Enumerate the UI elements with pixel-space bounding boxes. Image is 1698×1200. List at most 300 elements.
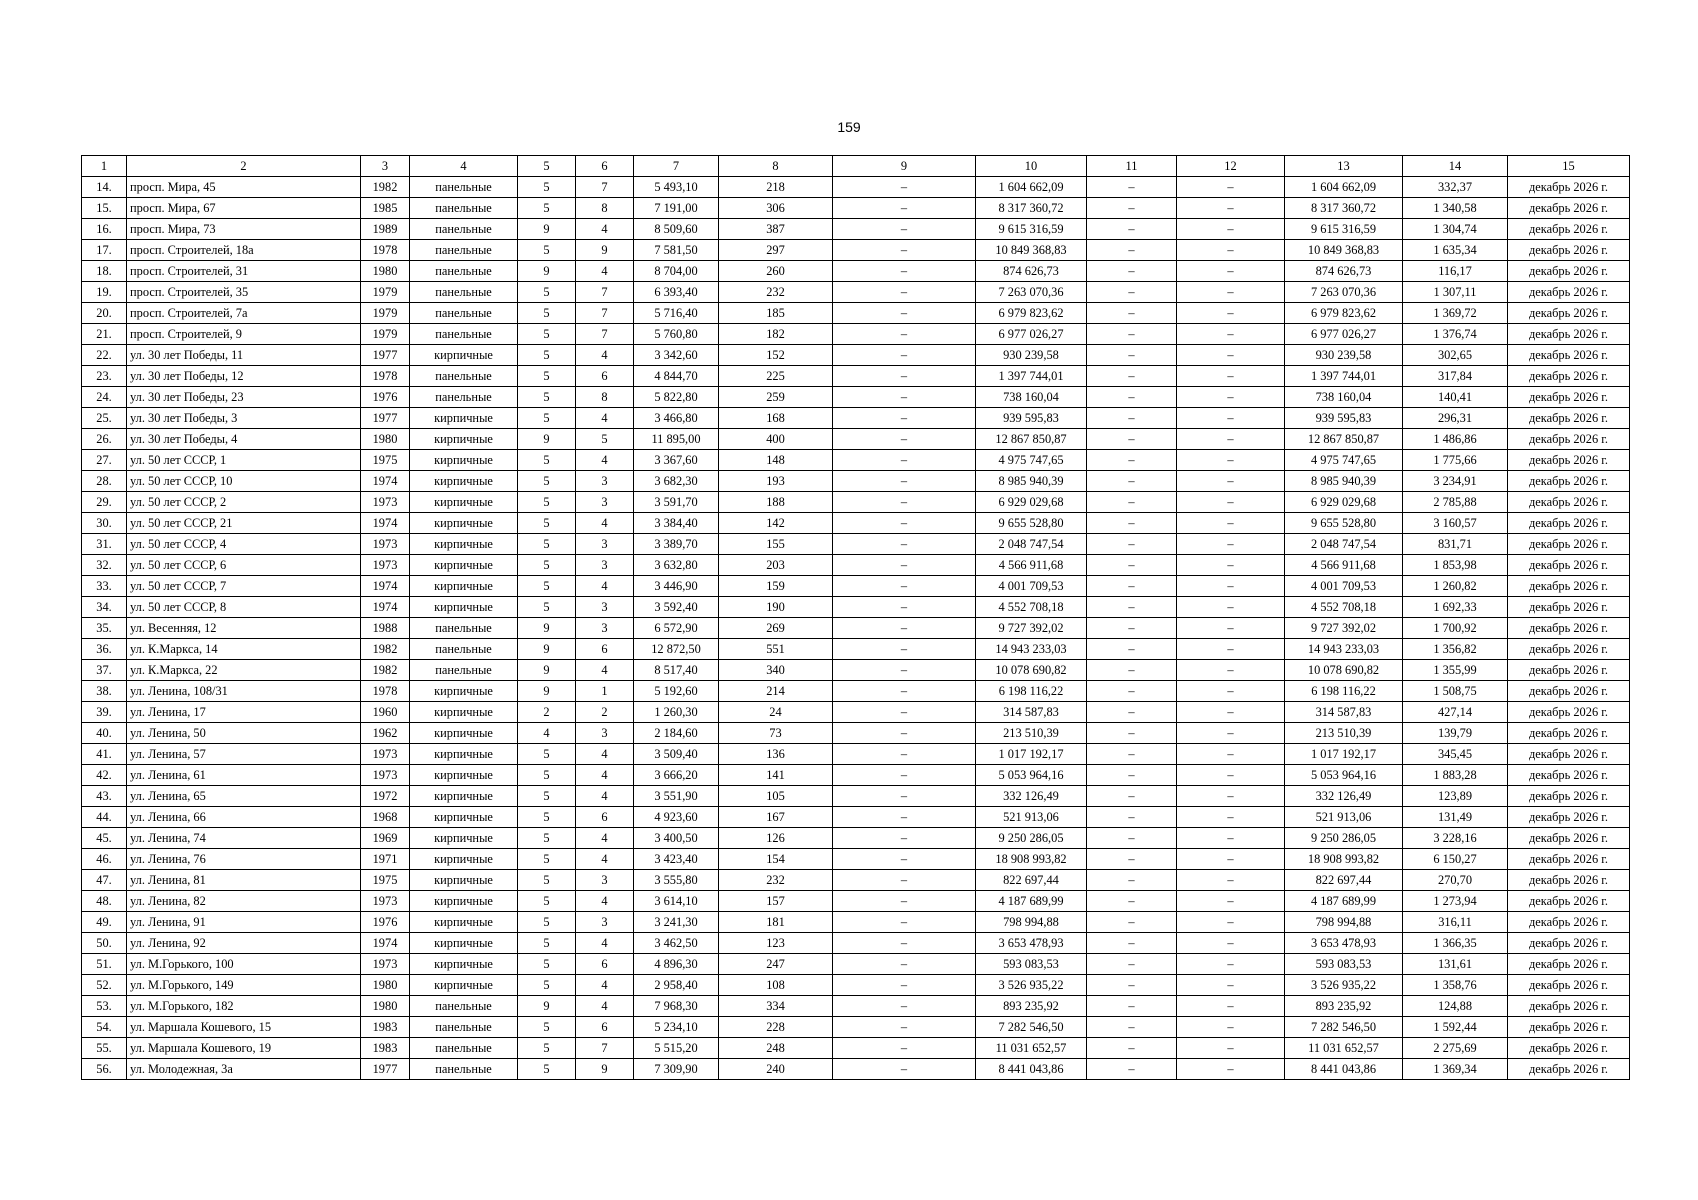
column-number-row (82, 156, 1630, 177)
cost-col-13-cell: 822 697,44 (1285, 870, 1403, 891)
total-cost-cell: 6 198 116,22 (976, 681, 1087, 702)
total-area-cell: 1 260,30 (634, 702, 719, 723)
floors-cell: 5 (518, 975, 576, 996)
completion-date-cell: декабрь 2026 г. (1508, 660, 1630, 681)
completion-date-cell: декабрь 2026 г. (1508, 198, 1630, 219)
wall-material-cell: кирпичные (410, 828, 518, 849)
row-number-cell: 55. (82, 1038, 127, 1059)
unit-cost-cell: 140,41 (1403, 387, 1508, 408)
cost-col-12-cell: – (1177, 954, 1285, 975)
completion-date-cell: декабрь 2026 г. (1508, 975, 1630, 996)
table-row (82, 744, 1630, 765)
column-header: 6 (576, 156, 634, 177)
address-cell: ул. 30 лет Победы, 3 (127, 408, 361, 429)
completion-date-cell: декабрь 2026 г. (1508, 450, 1630, 471)
cost-col-13-cell: 874 626,73 (1285, 261, 1403, 282)
floors-cell: 5 (518, 177, 576, 198)
cost-col-11-cell: – (1087, 597, 1177, 618)
cost-col-11-cell: – (1087, 471, 1177, 492)
floors-cell: 5 (518, 954, 576, 975)
floors-cell: 5 (518, 471, 576, 492)
year-built-cell: 1977 (361, 345, 410, 366)
residents-cell: 218 (719, 177, 833, 198)
floors-cell: 9 (518, 429, 576, 450)
completion-date-cell: декабрь 2026 г. (1508, 555, 1630, 576)
row-number-cell: 17. (82, 240, 127, 261)
floors-cell: 5 (518, 891, 576, 912)
completion-date-cell: декабрь 2026 г. (1508, 261, 1630, 282)
table-row (82, 912, 1630, 933)
entrances-cell: 4 (576, 513, 634, 534)
floors-cell: 5 (518, 366, 576, 387)
residents-cell: 232 (719, 870, 833, 891)
floors-cell: 5 (518, 912, 576, 933)
total-cost-cell: 9 727 392,02 (976, 618, 1087, 639)
cost-col-11-cell: – (1087, 849, 1177, 870)
floors-cell: 5 (518, 765, 576, 786)
unit-cost-cell: 1 376,74 (1403, 324, 1508, 345)
year-built-cell: 1973 (361, 765, 410, 786)
year-built-cell: 1979 (361, 282, 410, 303)
residents-cell: 123 (719, 933, 833, 954)
address-cell: ул. Ленина, 92 (127, 933, 361, 954)
cost-col-11-cell: – (1087, 240, 1177, 261)
residents-cell: 154 (719, 849, 833, 870)
year-built-cell: 1969 (361, 828, 410, 849)
cost-col-9-cell: – (833, 996, 976, 1017)
residents-cell: 551 (719, 639, 833, 660)
cost-col-11-cell: – (1087, 996, 1177, 1017)
address-cell: ул. 30 лет Победы, 4 (127, 429, 361, 450)
cost-col-11-cell: – (1087, 1017, 1177, 1038)
entrances-cell: 2 (576, 702, 634, 723)
residents-cell: 193 (719, 471, 833, 492)
cost-col-13-cell: 10 849 368,83 (1285, 240, 1403, 261)
floors-cell: 5 (518, 513, 576, 534)
entrances-cell: 4 (576, 828, 634, 849)
unit-cost-cell: 1 366,35 (1403, 933, 1508, 954)
total-area-cell: 8 704,00 (634, 261, 719, 282)
column-header: 15 (1508, 156, 1630, 177)
total-area-cell: 7 309,90 (634, 1059, 719, 1080)
floors-cell: 5 (518, 282, 576, 303)
residents-cell: 152 (719, 345, 833, 366)
table-row (82, 534, 1630, 555)
cost-col-9-cell: – (833, 450, 976, 471)
cost-col-9-cell: – (833, 492, 976, 513)
floors-cell: 5 (518, 408, 576, 429)
cost-col-11-cell: – (1087, 387, 1177, 408)
cost-col-13-cell: 1 397 744,01 (1285, 366, 1403, 387)
floors-cell: 9 (518, 681, 576, 702)
wall-material-cell: панельные (410, 618, 518, 639)
table-row (82, 282, 1630, 303)
wall-material-cell: кирпичные (410, 807, 518, 828)
total-cost-cell: 893 235,92 (976, 996, 1087, 1017)
floors-cell: 4 (518, 723, 576, 744)
cost-col-13-cell: 9 615 316,59 (1285, 219, 1403, 240)
total-cost-cell: 4 552 708,18 (976, 597, 1087, 618)
floors-cell: 5 (518, 849, 576, 870)
residents-cell: 259 (719, 387, 833, 408)
unit-cost-cell: 831,71 (1403, 534, 1508, 555)
row-number-cell: 48. (82, 891, 127, 912)
cost-col-13-cell: 213 510,39 (1285, 723, 1403, 744)
total-cost-cell: 10 849 368,83 (976, 240, 1087, 261)
entrances-cell: 4 (576, 849, 634, 870)
total-cost-cell: 6 977 026,27 (976, 324, 1087, 345)
residents-cell: 306 (719, 198, 833, 219)
wall-material-cell: кирпичные (410, 891, 518, 912)
entrances-cell: 3 (576, 555, 634, 576)
floors-cell: 5 (518, 450, 576, 471)
total-cost-cell: 8 317 360,72 (976, 198, 1087, 219)
entrances-cell: 4 (576, 660, 634, 681)
total-cost-cell: 822 697,44 (976, 870, 1087, 891)
completion-date-cell: декабрь 2026 г. (1508, 597, 1630, 618)
address-cell: ул. Ленина, 108/31 (127, 681, 361, 702)
cost-col-9-cell: – (833, 597, 976, 618)
total-area-cell: 7 191,00 (634, 198, 719, 219)
floors-cell: 5 (518, 807, 576, 828)
wall-material-cell: кирпичные (410, 681, 518, 702)
year-built-cell: 1973 (361, 891, 410, 912)
total-cost-cell: 2 048 747,54 (976, 534, 1087, 555)
address-cell: ул. Маршала Кошевого, 15 (127, 1017, 361, 1038)
unit-cost-cell: 131,49 (1403, 807, 1508, 828)
unit-cost-cell: 1 635,34 (1403, 240, 1508, 261)
address-cell: ул. 50 лет СССР, 21 (127, 513, 361, 534)
cost-col-12-cell: – (1177, 261, 1285, 282)
completion-date-cell: декабрь 2026 г. (1508, 324, 1630, 345)
wall-material-cell: панельные (410, 1059, 518, 1080)
address-cell: просп. Мира, 73 (127, 219, 361, 240)
residents-cell: 387 (719, 219, 833, 240)
cost-col-11-cell: – (1087, 261, 1177, 282)
residents-cell: 185 (719, 303, 833, 324)
year-built-cell: 1978 (361, 681, 410, 702)
address-cell: просп. Строителей, 31 (127, 261, 361, 282)
total-cost-cell: 1 397 744,01 (976, 366, 1087, 387)
cost-col-11-cell: – (1087, 282, 1177, 303)
total-area-cell: 8 517,40 (634, 660, 719, 681)
total-cost-cell: 332 126,49 (976, 786, 1087, 807)
table-row (82, 1038, 1630, 1059)
year-built-cell: 1973 (361, 534, 410, 555)
total-cost-cell: 5 053 964,16 (976, 765, 1087, 786)
total-area-cell: 3 400,50 (634, 828, 719, 849)
cost-col-12-cell: – (1177, 450, 1285, 471)
wall-material-cell: кирпичные (410, 975, 518, 996)
wall-material-cell: панельные (410, 177, 518, 198)
completion-date-cell: декабрь 2026 г. (1508, 219, 1630, 240)
year-built-cell: 1980 (361, 261, 410, 282)
address-cell: ул. Ленина, 74 (127, 828, 361, 849)
cost-col-13-cell: 5 053 964,16 (1285, 765, 1403, 786)
unit-cost-cell: 1 355,99 (1403, 660, 1508, 681)
address-cell: ул. 30 лет Победы, 23 (127, 387, 361, 408)
total-area-cell: 5 192,60 (634, 681, 719, 702)
table-row (82, 807, 1630, 828)
row-number-cell: 14. (82, 177, 127, 198)
table-row (82, 324, 1630, 345)
address-cell: ул. 30 лет Победы, 12 (127, 366, 361, 387)
column-header: 2 (127, 156, 361, 177)
address-cell: ул. Ленина, 57 (127, 744, 361, 765)
row-number-cell: 27. (82, 450, 127, 471)
completion-date-cell: декабрь 2026 г. (1508, 786, 1630, 807)
cost-col-13-cell: 2 048 747,54 (1285, 534, 1403, 555)
residents-cell: 203 (719, 555, 833, 576)
total-area-cell: 3 423,40 (634, 849, 719, 870)
cost-col-13-cell: 798 994,88 (1285, 912, 1403, 933)
row-number-cell: 26. (82, 429, 127, 450)
cost-col-12-cell: – (1177, 534, 1285, 555)
cost-col-13-cell: 593 083,53 (1285, 954, 1403, 975)
entrances-cell: 4 (576, 408, 634, 429)
year-built-cell: 1978 (361, 366, 410, 387)
cost-col-12-cell: – (1177, 303, 1285, 324)
year-built-cell: 1985 (361, 198, 410, 219)
total-cost-cell: 1 604 662,09 (976, 177, 1087, 198)
table-row (82, 597, 1630, 618)
unit-cost-cell: 123,89 (1403, 786, 1508, 807)
row-number-cell: 31. (82, 534, 127, 555)
total-cost-cell: 314 587,83 (976, 702, 1087, 723)
wall-material-cell: кирпичные (410, 513, 518, 534)
cost-col-9-cell: – (833, 303, 976, 324)
cost-col-13-cell: 9 655 528,80 (1285, 513, 1403, 534)
cost-col-11-cell: – (1087, 954, 1177, 975)
cost-col-12-cell: – (1177, 324, 1285, 345)
page-number: 159 (837, 119, 861, 135)
floors-cell: 5 (518, 1059, 576, 1080)
residents-cell: 400 (719, 429, 833, 450)
unit-cost-cell: 3 228,16 (1403, 828, 1508, 849)
residents-cell: 181 (719, 912, 833, 933)
entrances-cell: 6 (576, 1017, 634, 1038)
residents-cell: 240 (719, 1059, 833, 1080)
floors-cell: 9 (518, 618, 576, 639)
wall-material-cell: панельные (410, 996, 518, 1017)
residents-cell: 167 (719, 807, 833, 828)
cost-col-12-cell: – (1177, 660, 1285, 681)
cost-col-13-cell: 4 566 911,68 (1285, 555, 1403, 576)
cost-col-11-cell: – (1087, 912, 1177, 933)
cost-col-9-cell: – (833, 933, 976, 954)
address-cell: ул. Маршала Кошевого, 19 (127, 1038, 361, 1059)
completion-date-cell: декабрь 2026 г. (1508, 849, 1630, 870)
unit-cost-cell: 317,84 (1403, 366, 1508, 387)
total-area-cell: 4 844,70 (634, 366, 719, 387)
cost-col-12-cell: – (1177, 828, 1285, 849)
cost-col-11-cell: – (1087, 513, 1177, 534)
row-number-cell: 32. (82, 555, 127, 576)
total-cost-cell: 4 566 911,68 (976, 555, 1087, 576)
row-number-cell: 33. (82, 576, 127, 597)
entrances-cell: 7 (576, 1038, 634, 1059)
cost-col-13-cell: 6 977 026,27 (1285, 324, 1403, 345)
row-number-cell: 43. (82, 786, 127, 807)
unit-cost-cell: 427,14 (1403, 702, 1508, 723)
entrances-cell: 4 (576, 765, 634, 786)
cost-col-12-cell: – (1177, 177, 1285, 198)
year-built-cell: 1974 (361, 576, 410, 597)
cost-col-13-cell: 6 979 823,62 (1285, 303, 1403, 324)
cost-col-11-cell: – (1087, 534, 1177, 555)
year-built-cell: 1983 (361, 1038, 410, 1059)
completion-date-cell: декабрь 2026 г. (1508, 240, 1630, 261)
entrances-cell: 6 (576, 366, 634, 387)
residents-cell: 269 (719, 618, 833, 639)
floors-cell: 5 (518, 744, 576, 765)
unit-cost-cell: 139,79 (1403, 723, 1508, 744)
cost-col-11-cell: – (1087, 807, 1177, 828)
wall-material-cell: кирпичные (410, 702, 518, 723)
completion-date-cell: декабрь 2026 г. (1508, 513, 1630, 534)
residents-cell: 248 (719, 1038, 833, 1059)
year-built-cell: 1968 (361, 807, 410, 828)
row-number-cell: 21. (82, 324, 127, 345)
cost-col-9-cell: – (833, 1038, 976, 1059)
floors-cell: 5 (518, 828, 576, 849)
table-row (82, 702, 1630, 723)
completion-date-cell: декабрь 2026 г. (1508, 408, 1630, 429)
row-number-cell: 49. (82, 912, 127, 933)
table-row (82, 828, 1630, 849)
table-row (82, 786, 1630, 807)
entrances-cell: 6 (576, 807, 634, 828)
total-area-cell: 2 958,40 (634, 975, 719, 996)
cost-col-12-cell: – (1177, 639, 1285, 660)
cost-col-12-cell: – (1177, 429, 1285, 450)
cost-col-13-cell: 738 160,04 (1285, 387, 1403, 408)
wall-material-cell: панельные (410, 240, 518, 261)
entrances-cell: 4 (576, 744, 634, 765)
address-cell: ул. Ленина, 76 (127, 849, 361, 870)
row-number-cell: 41. (82, 744, 127, 765)
cost-col-13-cell: 4 001 709,53 (1285, 576, 1403, 597)
cost-col-11-cell: – (1087, 198, 1177, 219)
row-number-cell: 20. (82, 303, 127, 324)
row-number-cell: 56. (82, 1059, 127, 1080)
cost-col-9-cell: – (833, 744, 976, 765)
total-cost-cell: 521 913,06 (976, 807, 1087, 828)
cost-col-9-cell: – (833, 219, 976, 240)
column-header: 13 (1285, 156, 1403, 177)
year-built-cell: 1973 (361, 492, 410, 513)
wall-material-cell: кирпичные (410, 870, 518, 891)
table-row (82, 660, 1630, 681)
cost-col-12-cell: – (1177, 786, 1285, 807)
unit-cost-cell: 116,17 (1403, 261, 1508, 282)
table-row (82, 870, 1630, 891)
total-area-cell: 3 466,80 (634, 408, 719, 429)
cost-col-13-cell: 11 031 652,57 (1285, 1038, 1403, 1059)
year-built-cell: 1979 (361, 303, 410, 324)
cost-col-9-cell: – (833, 1017, 976, 1038)
cost-col-12-cell: – (1177, 408, 1285, 429)
address-cell: ул. Ленина, 65 (127, 786, 361, 807)
cost-col-11-cell: – (1087, 933, 1177, 954)
completion-date-cell: декабрь 2026 г. (1508, 345, 1630, 366)
cost-col-13-cell: 1 017 192,17 (1285, 744, 1403, 765)
residents-cell: 232 (719, 282, 833, 303)
floors-cell: 9 (518, 660, 576, 681)
entrances-cell: 6 (576, 639, 634, 660)
address-cell: ул. Ленина, 17 (127, 702, 361, 723)
unit-cost-cell: 1 853,98 (1403, 555, 1508, 576)
total-cost-cell: 6 979 823,62 (976, 303, 1087, 324)
completion-date-cell: декабрь 2026 г. (1508, 807, 1630, 828)
cost-col-11-cell: – (1087, 450, 1177, 471)
unit-cost-cell: 2 275,69 (1403, 1038, 1508, 1059)
table-row (82, 1059, 1630, 1080)
row-number-cell: 25. (82, 408, 127, 429)
total-cost-cell: 12 867 850,87 (976, 429, 1087, 450)
entrances-cell: 6 (576, 954, 634, 975)
table-row (82, 492, 1630, 513)
unit-cost-cell: 6 150,27 (1403, 849, 1508, 870)
cost-col-13-cell: 4 975 747,65 (1285, 450, 1403, 471)
total-area-cell: 3 367,60 (634, 450, 719, 471)
table-row (82, 198, 1630, 219)
year-built-cell: 1979 (361, 324, 410, 345)
year-built-cell: 1976 (361, 912, 410, 933)
address-cell: просп. Строителей, 18а (127, 240, 361, 261)
cost-col-9-cell: – (833, 408, 976, 429)
total-area-cell: 4 896,30 (634, 954, 719, 975)
address-cell: ул. 50 лет СССР, 4 (127, 534, 361, 555)
cost-col-12-cell: – (1177, 1059, 1285, 1080)
cost-col-13-cell: 7 282 546,50 (1285, 1017, 1403, 1038)
total-cost-cell: 1 017 192,17 (976, 744, 1087, 765)
row-number-cell: 47. (82, 870, 127, 891)
total-area-cell: 3 591,70 (634, 492, 719, 513)
table-row (82, 261, 1630, 282)
entrances-cell: 4 (576, 261, 634, 282)
row-number-cell: 19. (82, 282, 127, 303)
completion-date-cell: декабрь 2026 г. (1508, 681, 1630, 702)
cost-col-9-cell: – (833, 807, 976, 828)
total-cost-cell: 213 510,39 (976, 723, 1087, 744)
row-number-cell: 22. (82, 345, 127, 366)
entrances-cell: 8 (576, 387, 634, 408)
cost-col-11-cell: – (1087, 492, 1177, 513)
total-cost-cell: 14 943 233,03 (976, 639, 1087, 660)
cost-col-13-cell: 12 867 850,87 (1285, 429, 1403, 450)
residents-cell: 168 (719, 408, 833, 429)
address-cell: просп. Строителей, 9 (127, 324, 361, 345)
total-cost-cell: 8 985 940,39 (976, 471, 1087, 492)
unit-cost-cell: 302,65 (1403, 345, 1508, 366)
cost-col-13-cell: 8 441 043,86 (1285, 1059, 1403, 1080)
cost-col-9-cell: – (833, 324, 976, 345)
table-row (82, 681, 1630, 702)
residents-cell: 190 (719, 597, 833, 618)
cost-col-9-cell: – (833, 177, 976, 198)
cost-col-12-cell: – (1177, 555, 1285, 576)
cost-col-11-cell: – (1087, 555, 1177, 576)
unit-cost-cell: 332,37 (1403, 177, 1508, 198)
wall-material-cell: кирпичные (410, 408, 518, 429)
entrances-cell: 8 (576, 198, 634, 219)
cost-col-11-cell: – (1087, 975, 1177, 996)
floors-cell: 5 (518, 345, 576, 366)
year-built-cell: 1974 (361, 597, 410, 618)
table-row (82, 933, 1630, 954)
wall-material-cell: панельные (410, 1038, 518, 1059)
